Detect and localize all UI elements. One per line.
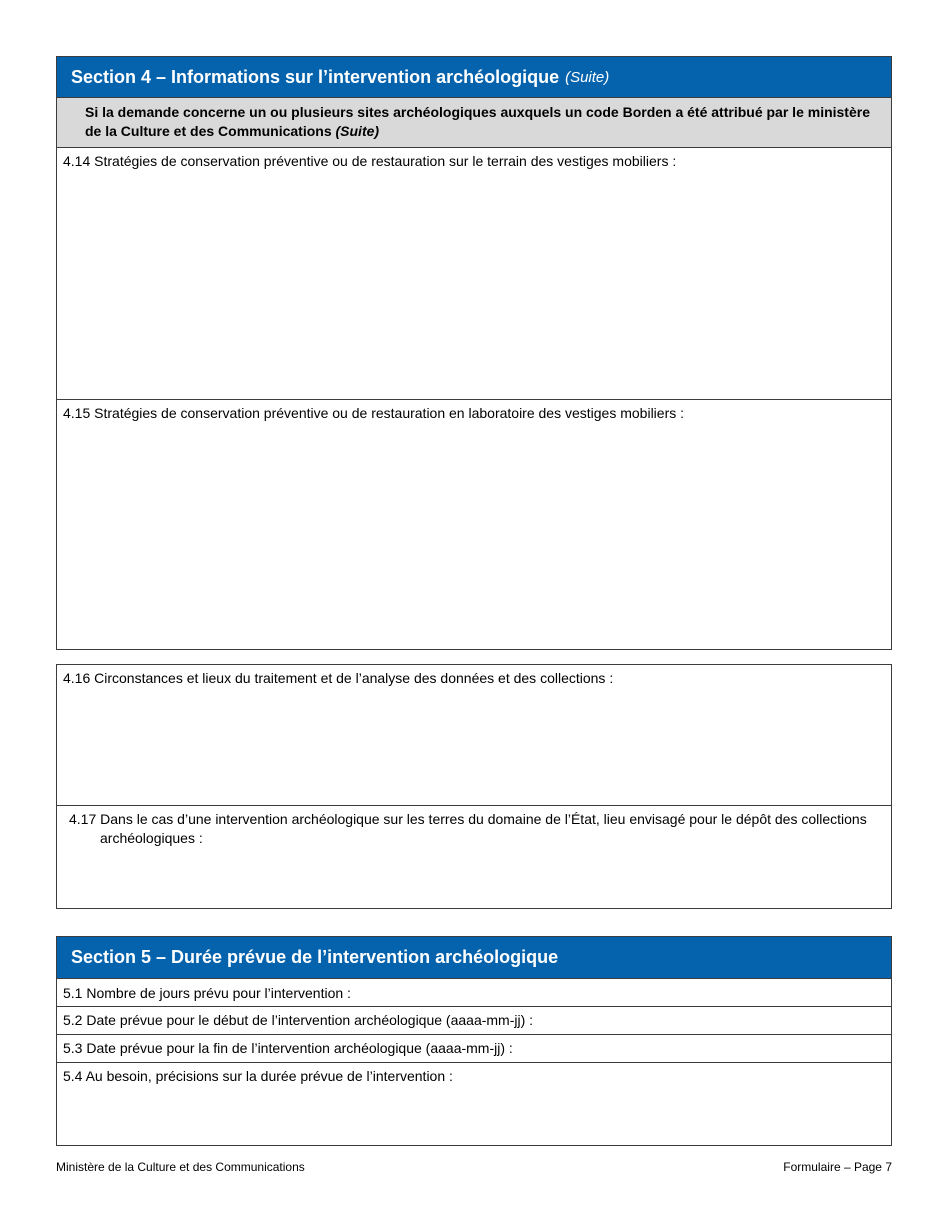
- field-5-3-label: 5.3 Date prévue pour la fin de l’intervention archéologique (aaaa-mm-jj) :: [63, 1040, 513, 1056]
- field-5-4[interactable]: [57, 1062, 891, 1145]
- section-4-continued-box: [56, 664, 892, 909]
- field-4-14-label: 4.14 Stratégies de conservation préventive ou de restauration sur le terrain des vestiges mobiliers :: [63, 153, 677, 169]
- field-4-15[interactable]: [57, 399, 891, 649]
- field-5-3[interactable]: [57, 1034, 891, 1062]
- field-4-14[interactable]: [57, 148, 891, 399]
- section-4-title: Section 4 – Informations sur l’intervention archéologique: [71, 66, 560, 87]
- section-4-subheader: [57, 98, 891, 148]
- footer-left: Ministère de la Culture et des Communications: [56, 1160, 305, 1174]
- field-5-2-label: 5.2 Date prévue pour le début de l’intervention archéologique (aaaa-mm-jj) :: [63, 1012, 534, 1028]
- section-4-box: [56, 56, 892, 650]
- section-5-header: [57, 937, 891, 979]
- section-4-suite: (Suite): [565, 68, 610, 86]
- section-5-box: [56, 936, 892, 1146]
- field-4-15-label: 4.15 Stratégies de conservation préventive ou de restauration en laboratoire des vestiges mobiliers :: [63, 405, 685, 421]
- subheader-text: Si la demande concerne un ou plusieurs sites archéologiques auxquels un code Borden a été attribué par le ministère de la Culture et des Communications: [85, 104, 870, 139]
- field-4-17[interactable]: [57, 805, 891, 908]
- section-4-header: [57, 57, 891, 98]
- field-5-2[interactable]: [57, 1006, 891, 1034]
- footer-right: Formulaire – Page 7: [783, 1160, 892, 1174]
- subheader-suite: (Suite): [335, 123, 380, 139]
- field-5-1-label: 5.1 Nombre de jours prévu pour l’intervention :: [63, 985, 351, 1001]
- field-4-17-label: 4.17 Dans le cas d’une intervention archéologique sur les terres du domaine de l’État, lieu envisagé pour le dépôt des collections archéologiques :: [69, 811, 867, 846]
- field-4-16-label: 4.16 Circonstances et lieux du traitement et de l’analyse des données et des collections :: [63, 670, 614, 686]
- field-5-1[interactable]: [57, 979, 891, 1006]
- field-5-4-label: 5.4 Au besoin, précisions sur la durée prévue de l’intervention :: [63, 1068, 453, 1084]
- field-4-16[interactable]: [57, 665, 891, 805]
- section-5-title: Section 5 – Durée prévue de l’intervention archéologique: [71, 947, 559, 967]
